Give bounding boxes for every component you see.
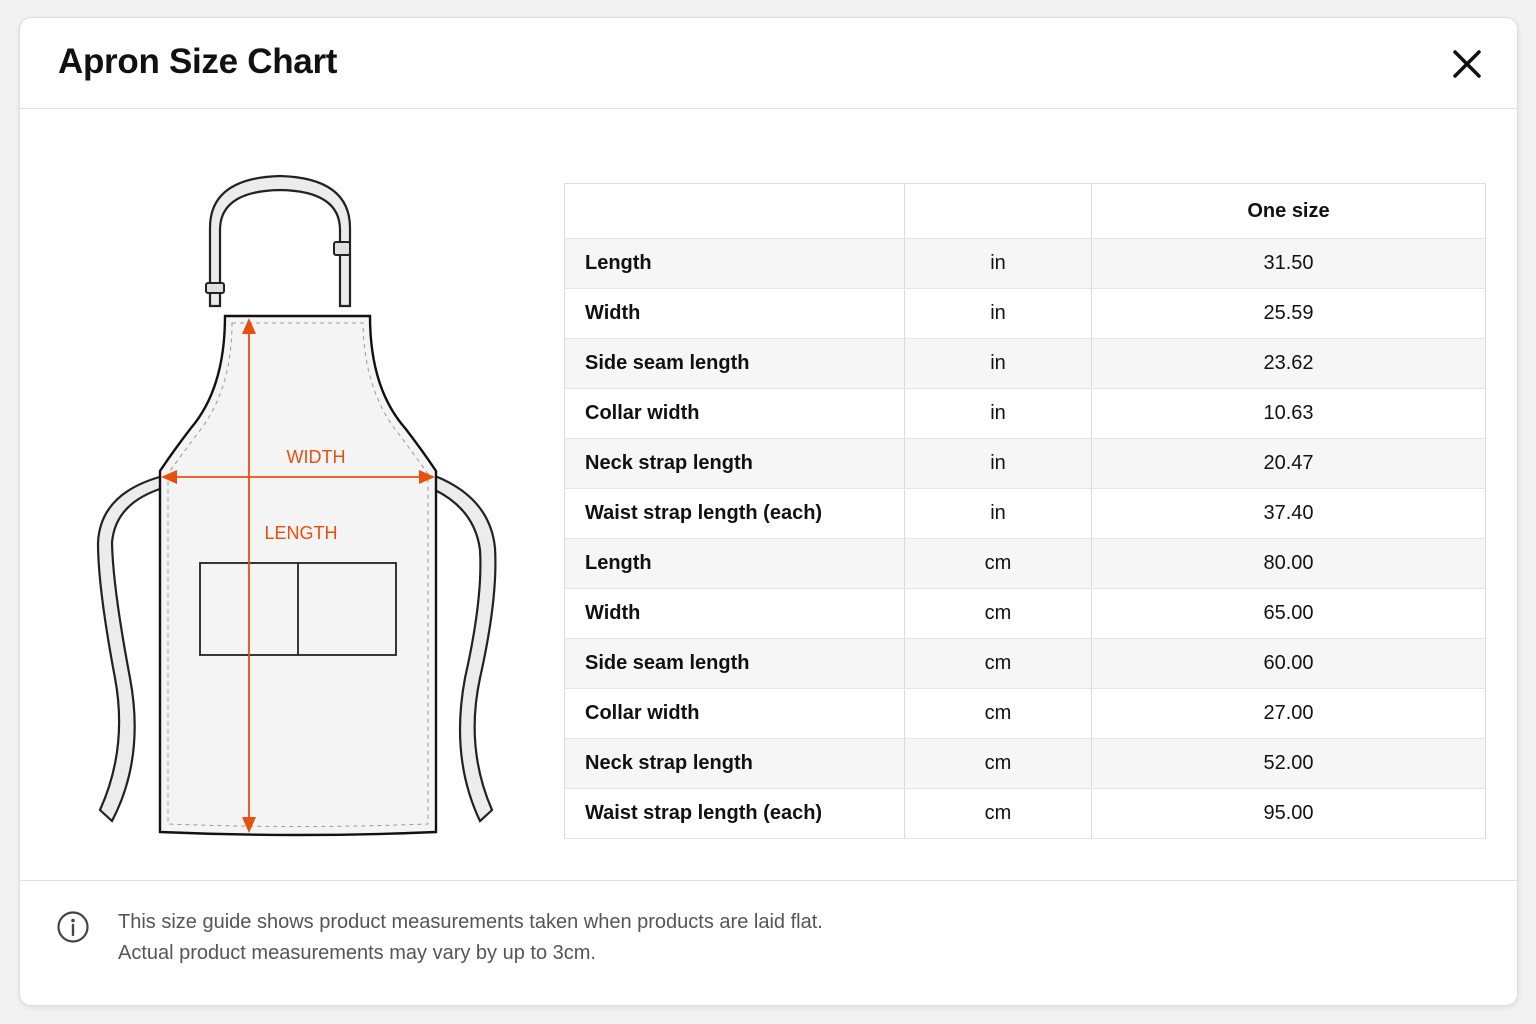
measurement-name: Side seam length [565,339,905,389]
measurement-unit: in [905,489,1092,539]
table-row [565,689,1486,739]
table-row [565,739,1486,789]
measurement-unit: cm [905,589,1092,639]
table-header-row [565,184,1486,239]
header-measurement [565,184,905,239]
header-unit [905,184,1092,239]
strap-ring [206,283,224,293]
measurement-name: Collar width [565,389,905,439]
measurement-value: 65.00 [1092,589,1486,639]
measurement-unit: cm [905,789,1092,839]
measurement-value: 10.63 [1092,389,1486,439]
apron-diagram [60,158,500,858]
measurement-name: Width [565,289,905,339]
left-waist-strap [98,476,163,821]
measurement-unit: in [905,389,1092,439]
measurement-value: 23.62 [1092,339,1486,389]
measurement-unit: cm [905,639,1092,689]
table-row [565,639,1486,689]
measurement-name: Waist strap length (each) [565,789,905,839]
measurement-name: Side seam length [565,639,905,689]
close-button[interactable] [1447,44,1487,84]
measurement-unit: cm [905,539,1092,589]
measurement-value: 37.40 [1092,489,1486,539]
table-row [565,539,1486,589]
header-size: One size [1092,184,1486,239]
measurement-name: Neck strap length [565,739,905,789]
measurement-name: Neck strap length [565,439,905,489]
length-label: LENGTH [264,523,338,543]
measurement-name: Length [565,239,905,289]
right-waist-strap [435,476,495,821]
close-icon [1447,44,1487,84]
measurement-value: 52.00 [1092,739,1486,789]
measurement-name: Waist strap length (each) [565,489,905,539]
measurement-value: 60.00 [1092,639,1486,689]
measurement-value: 95.00 [1092,789,1486,839]
modal-header [20,18,1517,109]
table-row [565,389,1486,439]
modal-footer [20,880,1517,1006]
strap-buckle [334,242,350,255]
size-table [564,183,1486,839]
measurement-name: Width [565,589,905,639]
table-row [565,789,1486,839]
measurement-unit: cm [905,689,1092,739]
measurement-unit: in [905,289,1092,339]
neck-strap [210,176,350,306]
size-chart-modal [19,17,1518,1006]
info-icon [56,910,90,944]
table-row [565,489,1486,539]
measurement-name: Collar width [565,689,905,739]
measurement-value: 20.47 [1092,439,1486,489]
measurement-unit: in [905,439,1092,489]
measurement-unit: in [905,339,1092,389]
table-row [565,439,1486,489]
measurement-unit: in [905,239,1092,289]
table-row [565,239,1486,289]
measurement-value: 31.50 [1092,239,1486,289]
measurement-value: 80.00 [1092,539,1486,589]
size-guide-note [118,907,823,969]
measurement-unit: cm [905,739,1092,789]
measurement-name: Length [565,539,905,589]
measurement-value: 25.59 [1092,289,1486,339]
note-line-2: Actual product measurements may vary by up to 3cm. [118,942,596,964]
modal-title: Apron Size Chart [58,42,338,81]
table-row [565,339,1486,389]
width-label: WIDTH [286,447,346,467]
table-row [565,589,1486,639]
table-row [565,289,1486,339]
note-line-1: This size guide shows product measurements taken when products are laid flat. [118,911,823,933]
measurement-value: 27.00 [1092,689,1486,739]
